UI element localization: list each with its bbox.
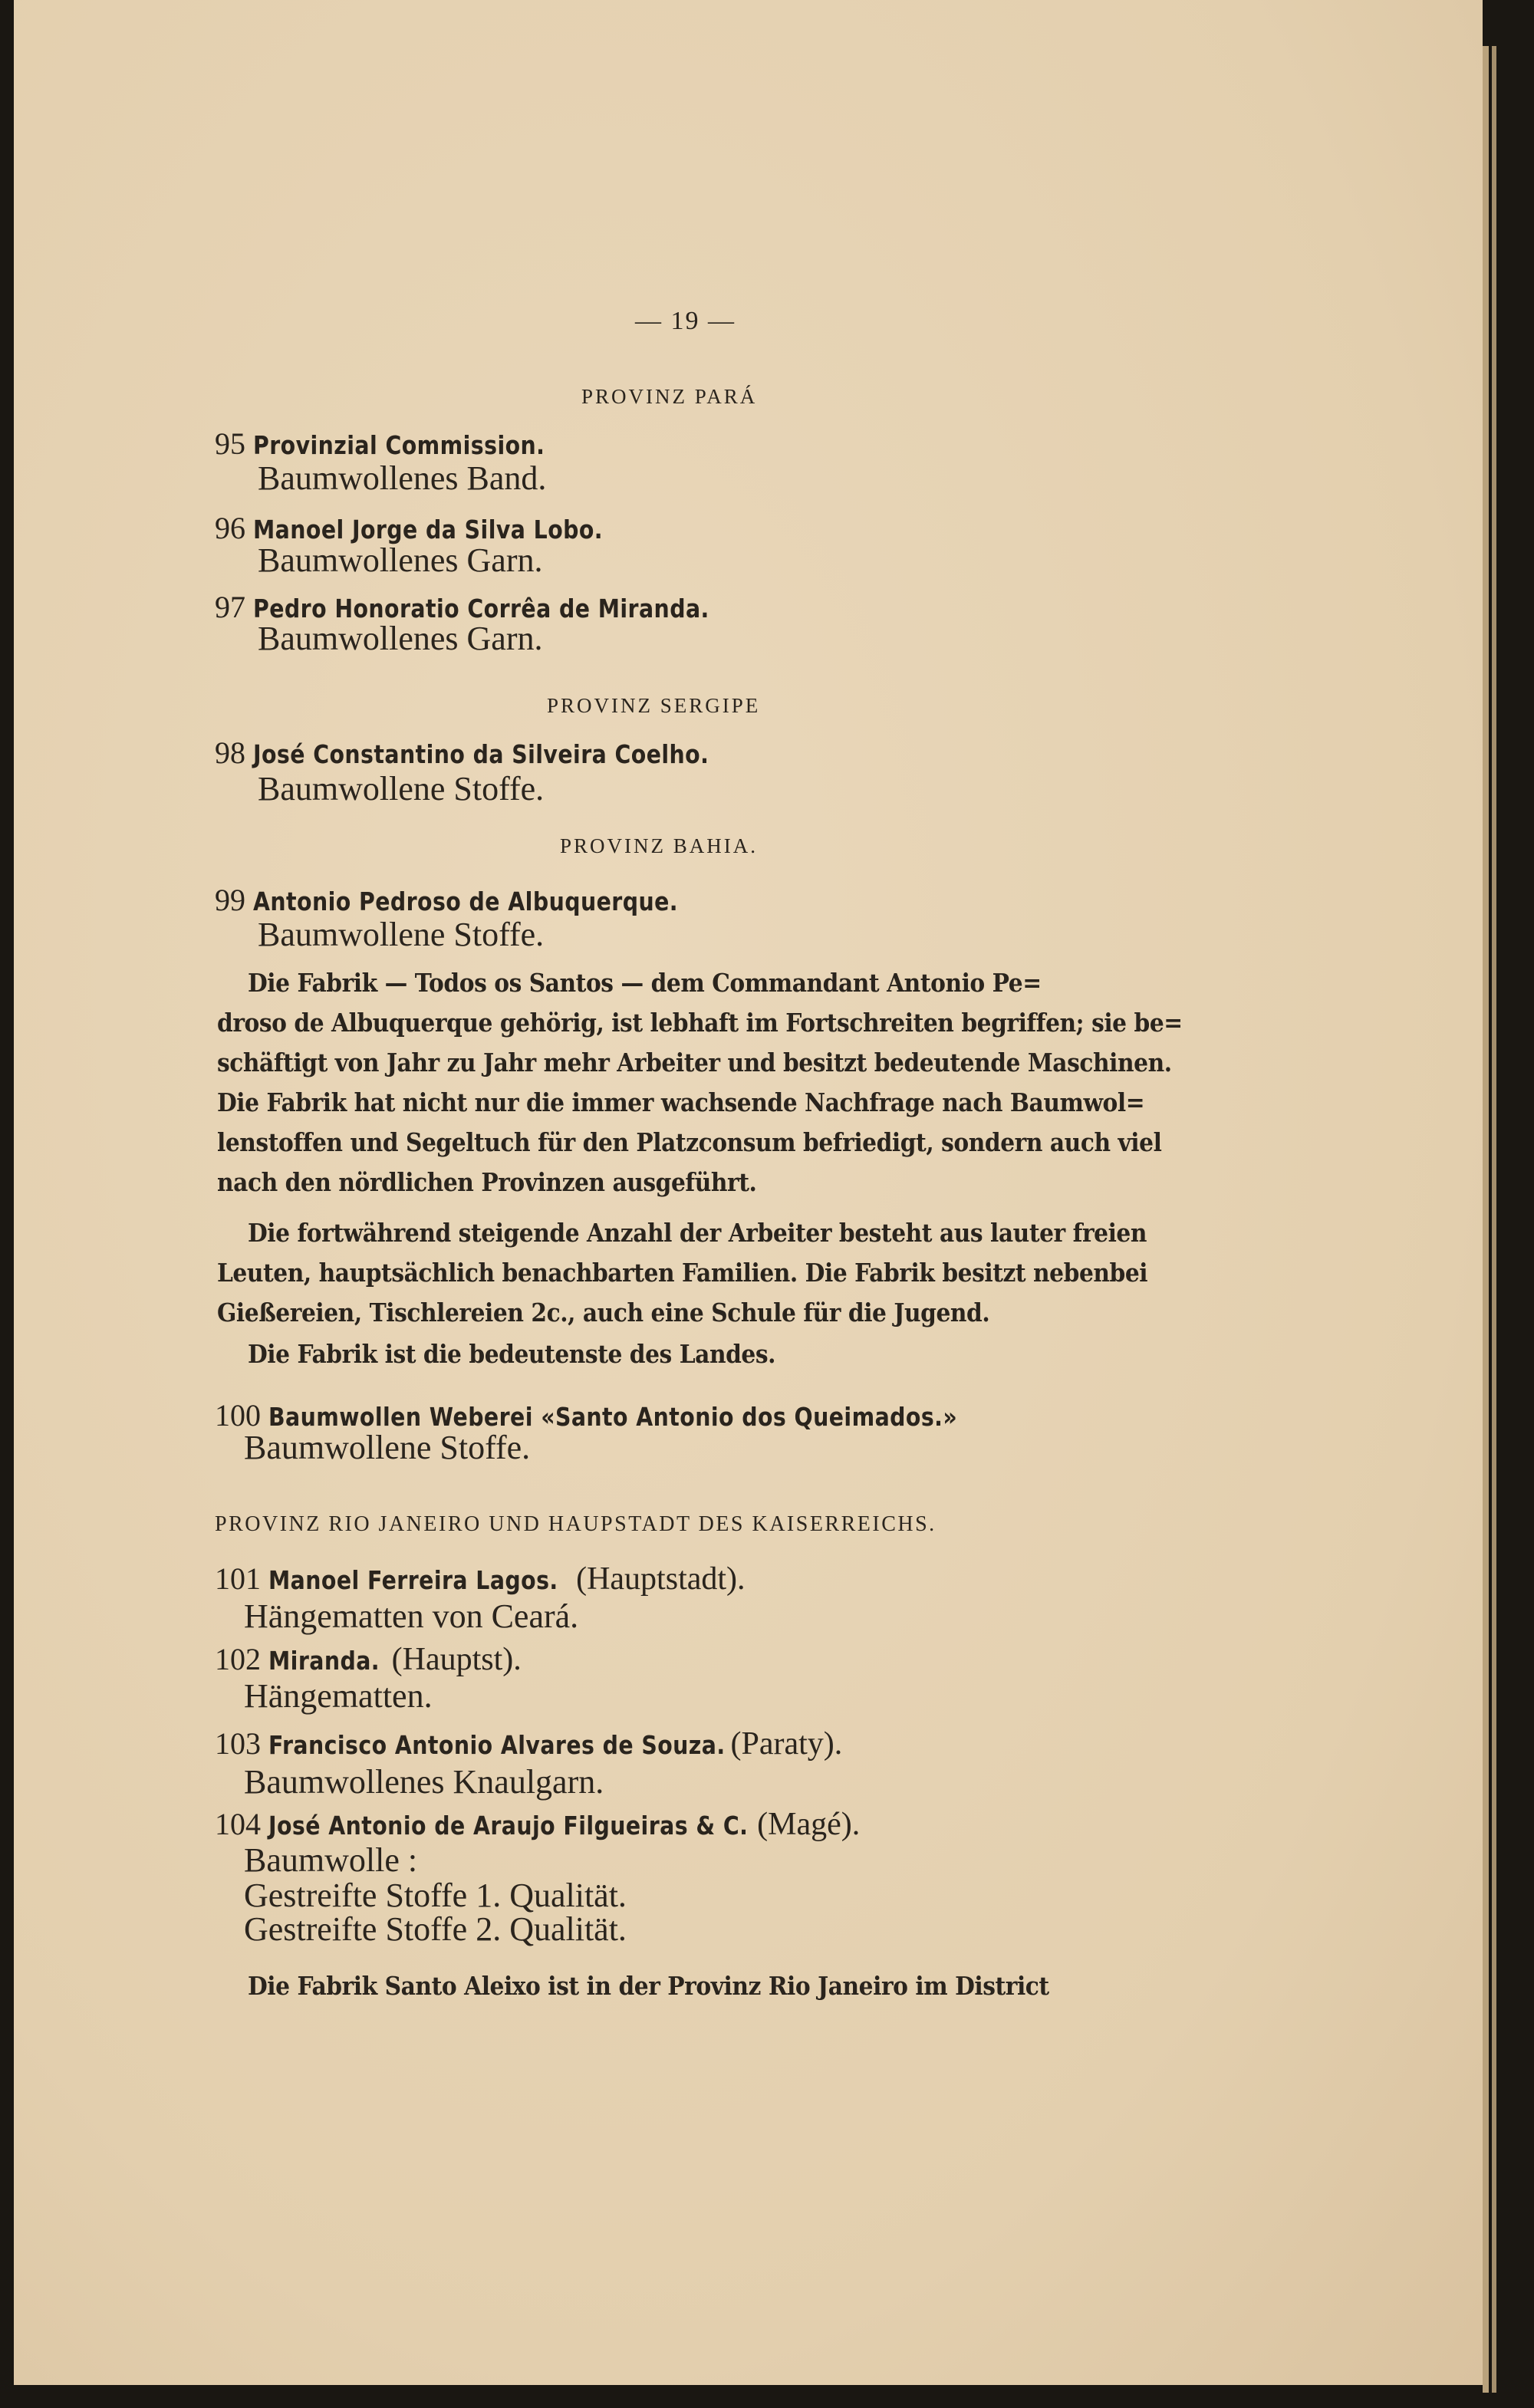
paragraph-line: Gießereien, Tischlereien 2c., auch eine Schule für die Jugend.: [217, 1298, 990, 1327]
exhibitor-name: José Constantino da Silveira Coelho.: [253, 739, 709, 769]
exhibitor-name: Manoel Jorge da Silva Lobo.: [253, 515, 604, 544]
entry-number: 96: [215, 511, 245, 545]
entry-98: [215, 735, 783, 771]
paragraph-line: schäftigt von Jahr zu Jahr mehr Arbeiter und besitzt bedeutende Maschinen.: [217, 1048, 1172, 1077]
entry-item: Baumwollene Stoffe.: [258, 770, 545, 808]
entry-number: 99: [215, 883, 245, 917]
paragraph-line: Leuten, hauptsächlich benachbarten Familien. Die Fabrik besitzt nebenbei: [217, 1258, 1148, 1288]
paragraph-line: droso de Albuquerque gehörig, ist lebhaft im Fortschreiten begriffen; sie be=: [217, 1008, 1183, 1038]
entry-number: 104: [215, 1807, 261, 1841]
entry-item: Baumwollenes Band.: [258, 459, 547, 497]
entry-number: 97: [215, 590, 245, 624]
location: (Hauptstadt).: [576, 1561, 746, 1597]
paragraph-line: Die Fabrik hat nicht nur die immer wachsende Nachfrage nach Baumwol=: [217, 1087, 1145, 1117]
section-heading: PROVINZ PARÁ: [581, 385, 758, 408]
paragraph-line: Die Fabrik Santo Aleixo ist in der Provinz Rio Janeiro im District: [248, 1971, 1049, 2001]
paragraph-line: nach den nördlichen Provinzen ausgeführt.: [217, 1167, 757, 1197]
entry-item: Gestreifte Stoffe 1. Qualität.: [244, 1877, 627, 1914]
entry-104: [215, 1806, 860, 1843]
exhibitor-name: Provinzial Commission.: [253, 430, 545, 460]
entry-103: [215, 1725, 842, 1762]
entry-item: Baumwollene Stoffe.: [258, 916, 545, 953]
exhibitor-name: Francisco Antonio Alvares de Souza.: [268, 1730, 726, 1760]
entry-item: Baumwollenes Garn.: [258, 620, 543, 657]
exhibitor-name: Miranda.: [268, 1646, 380, 1676]
entry-item: Hängematten.: [244, 1677, 433, 1715]
location: (Magé).: [757, 1807, 861, 1842]
entry-item: Baumwollene Stoffe.: [244, 1429, 531, 1466]
page-edge: [1483, 46, 1489, 2393]
entry-number: 95: [215, 426, 245, 461]
paragraph-line: Die Fabrik ist die bedeutenste des Landes.: [248, 1339, 776, 1369]
entry-item: Baumwollenes Knaulgarn.: [244, 1763, 604, 1801]
book-page: [14, 0, 1483, 2385]
entry-item: Hängematten von Ceará.: [244, 1597, 579, 1635]
entry-99: [215, 882, 747, 918]
exhibitor-name: Manoel Ferreira Lagos.: [268, 1565, 558, 1595]
entry-number: 98: [215, 735, 245, 770]
section-heading: PROVINZ RIO JANEIRO UND HAUPSTADT DES KAISERREICHS.: [215, 1512, 937, 1536]
entry-item: Baumwollenes Garn.: [258, 541, 543, 579]
entry-95: [215, 426, 592, 462]
entry-102: [215, 1641, 522, 1678]
section-heading: PROVINZ SERGIPE: [547, 694, 761, 717]
exhibitor-name: Antonio Pedroso de Albuquerque.: [253, 887, 678, 916]
page-number: — 19 —: [635, 307, 736, 335]
paragraph-line: Die Fabrik — Todos os Santos — dem Commandant Antonio Pe=: [248, 968, 1042, 998]
entry-number: 102: [215, 1642, 261, 1676]
entry-item: Baumwolle :: [244, 1841, 418, 1879]
exhibitor-name: José Antonio de Araujo Filgueiras & C.: [268, 1811, 749, 1841]
exhibitor-name: Pedro Honoratio Corrêa de Miranda.: [253, 594, 709, 623]
section-heading: PROVINZ BAHIA.: [560, 834, 758, 857]
location: (Hauptst).: [391, 1642, 522, 1677]
paragraph-line: lenstoffen und Segeltuch für den Platzconsum befriedigt, sondern auch viel: [217, 1127, 1162, 1157]
entry-number: 100: [215, 1398, 261, 1433]
entry-101: [215, 1561, 746, 1597]
entry-number: 101: [215, 1561, 261, 1596]
entry-number: 103: [215, 1726, 261, 1761]
location: (Paraty).: [730, 1726, 843, 1762]
paragraph-line: Die fortwährend steigende Anzahl der Arbeiter besteht aus lauter freien: [248, 1218, 1147, 1248]
entry-item: Gestreifte Stoffe 2. Qualität.: [244, 1910, 627, 1948]
page-edge: [1492, 46, 1496, 2393]
exhibitor-name: Baumwollen Weberei «Santo Antonio dos Queimados.»: [268, 1402, 958, 1432]
